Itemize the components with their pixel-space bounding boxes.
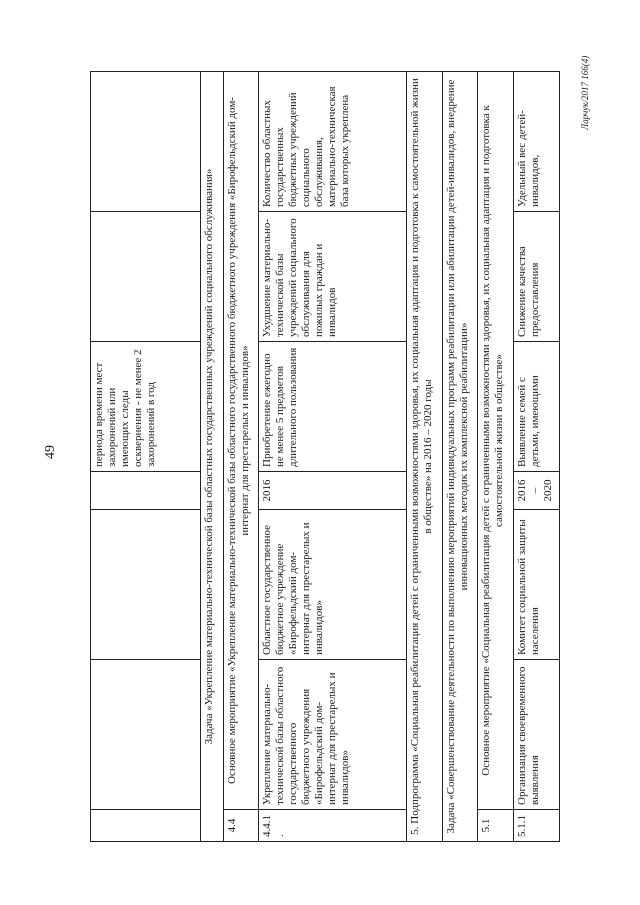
table-row [223, 72, 259, 842]
row-number: 4.4.1. [259, 810, 407, 842]
measure-executor: Областное государственное бюджетное учреждение «Бирофельдский дом-интернат для престарелых и инвалидов» [259, 510, 407, 660]
table-row [442, 72, 478, 842]
measures-table [90, 71, 560, 842]
main-measure-4-4: Основное мероприятие «Укрепление материально-технической базы областного государственного бюджетного учреждения «Бирофельдский дом-интернат для престарелых и инвалидов» [223, 72, 259, 810]
table-row [478, 72, 514, 842]
table-row [513, 72, 559, 842]
table-row [259, 72, 407, 842]
measure-name: Укрепление материально-технической базы областного государственного бюджетного учреждения «Бирофельдский дом-интернат для престарелых и инвалидов» [259, 660, 407, 810]
measure-result: Приобретение ежегодно не менее 5 предметов длительного пользования [259, 342, 407, 472]
measure-year: 2016 [259, 472, 407, 510]
table-row [407, 72, 443, 842]
measure-indicator: Удельный вес детей-инвалидов, [513, 72, 559, 212]
row-number: 5.1 [478, 810, 514, 842]
measure-result: Выявление семей с детьми, имеющими [513, 342, 559, 472]
page-number: 49 [43, 445, 58, 459]
subprogram-heading: 5. Подпрограмма «Социальная реабилитация детей с ограниченными возможностями здоровья, их социальная адаптация и подготовка к самостоятельной жизни в обществе» на 2016 – 2020 годы [407, 72, 443, 842]
main-measure-5-1: Основное мероприятие «Социальная реабилитация детей с ограниченными возможностями здоровья, их социальная адаптация и подготовка к самостоятельной жизни в обществе» [478, 72, 514, 810]
table-row [200, 72, 223, 842]
measure-name: Организация своевременного выявления [513, 660, 559, 810]
cell-top-result: периода времени мест захоронений или имеющих следы осквернения - не менее 2 захоронений в год [91, 342, 201, 472]
row-number: 5.1.1 [513, 810, 559, 842]
measure-year: 2016 – 2020 [513, 472, 559, 510]
row-number: 4.4 [223, 810, 259, 842]
measure-consequence: Ухудшение материально-технической базы учреждений социального обслуживания для пожилых граждан и инвалидов [259, 212, 407, 342]
rotated-table-container [90, 72, 560, 842]
table-row [91, 72, 201, 842]
measure-consequence: Снижение качества предоставления [513, 212, 559, 342]
task-5-heading: Задача «Совершенствование деятельности по выполнению мероприятий индивидуальных программ реабилитации или абилитации детей-инвалидов, внедрение инновационных методик их комплексной реабилитации» [442, 72, 478, 842]
document-footer: Ларчук/2017 166(4) [580, 55, 590, 130]
measure-indicator: Количество областных государственных бюджетных учреждений социального обслуживания, материально-техническая база которых укреплена [259, 72, 407, 212]
task-heading: Задача «Укрепление материально-технической базы областных государственных учреждений социального обслуживания» [200, 72, 223, 842]
measure-executor: Комитет социальной защиты населения [513, 510, 559, 660]
